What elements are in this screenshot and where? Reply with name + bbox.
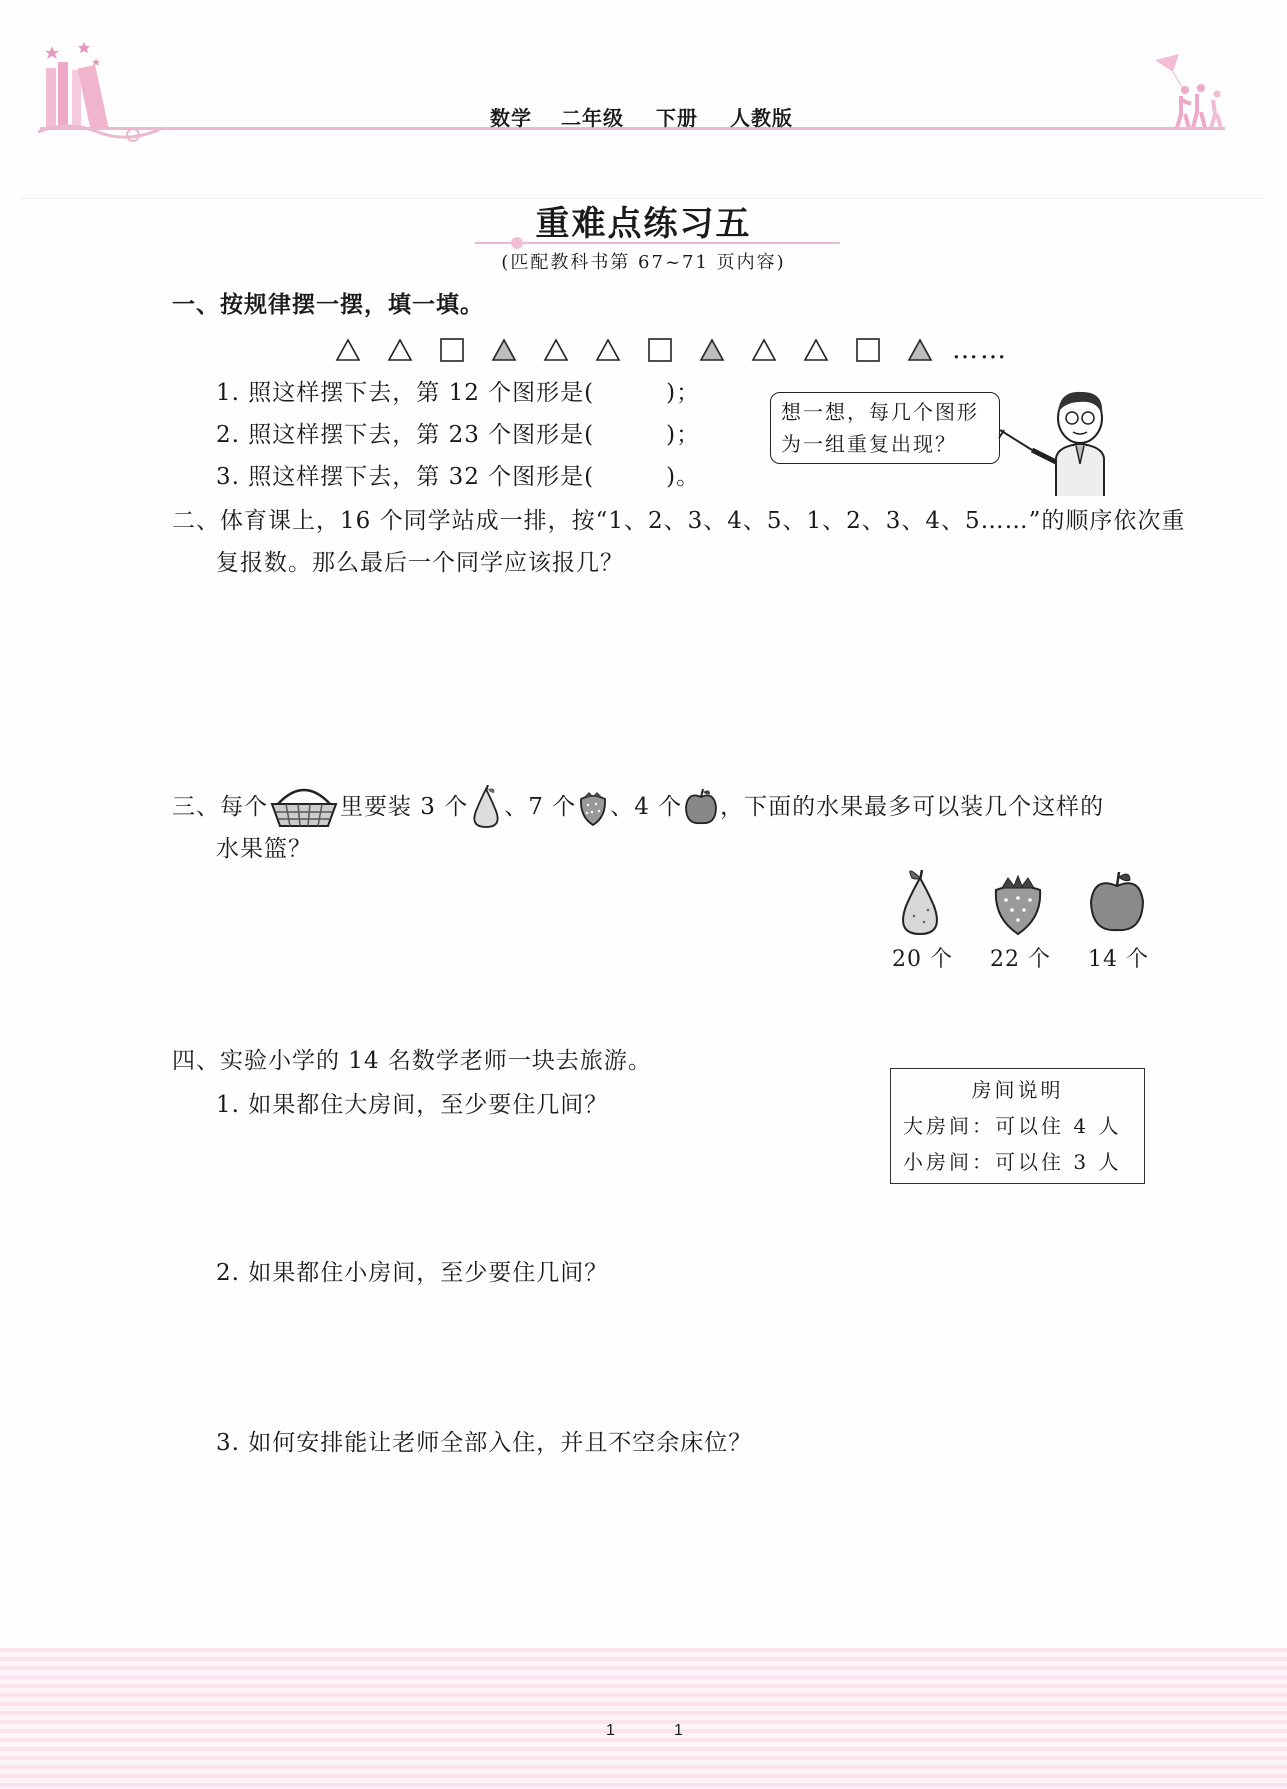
page-number-left: 1: [606, 1722, 615, 1739]
apple-icon: [1086, 868, 1148, 936]
q2-line-1: 二、体育课上，16 个同学站成一排，按“1、2、3、4、5、1、2、3、4、5……”的顺序依次重: [172, 508, 1186, 534]
shaded-triangle-shape-icon: [478, 335, 530, 365]
shaded-triangle-shape-icon: [894, 335, 946, 365]
q3-text-3: 、7 个: [504, 794, 577, 820]
q3-line-2: 水果篮？: [216, 836, 312, 862]
footer-band: [0, 1648, 1287, 1789]
triangle-shape-icon: [790, 335, 842, 365]
triangle-shape-icon: [530, 335, 582, 365]
hint-bubble: [770, 392, 1000, 464]
triangle-shape-icon: [322, 335, 374, 365]
triangle-shape-icon: [374, 335, 426, 365]
q4-heading: 四、实验小学的 14 名数学老师一块去旅游。: [172, 1048, 652, 1074]
q1-item-2: 2. 照这样摆下去，第 23 个图形是( )；: [216, 422, 701, 448]
q1-heading: 一、按规律摆一摆，填一填。: [172, 291, 484, 318]
q4-sub-1: 1. 如果都住大房间，至少要住几间？: [216, 1092, 609, 1118]
square-shape-icon: [634, 335, 686, 365]
triangle-shape-icon: [738, 335, 790, 365]
books-logo-icon: [38, 40, 163, 150]
q3-text-2: 里要装 3 个: [340, 794, 469, 820]
q3-line-1: [172, 784, 1104, 830]
basket-icon: [268, 784, 340, 830]
q4-sub-2: 2. 如果都住小房间，至少要住几间？: [216, 1260, 609, 1286]
q4-sub-3: 3. 如何安排能让老师全部入住，并且不空余床位？: [216, 1430, 753, 1456]
pear-count: 20 个: [892, 947, 953, 972]
square-shape-icon: [426, 335, 478, 365]
q1-item-1: 1. 照这样摆下去，第 12 个图形是( )；: [216, 380, 701, 406]
pear-icon: [892, 866, 948, 938]
header-rule: [40, 127, 1225, 130]
header-edition: 人教版: [730, 106, 793, 130]
header-subject: 数学: [490, 106, 532, 130]
room-info-box: [890, 1068, 1145, 1184]
strawberry-small-icon: [576, 787, 610, 827]
teacher-icon: [998, 388, 1118, 498]
q2-line-2: 复报数。那么最后一个同学应该报几？: [216, 550, 624, 576]
pear-small-icon: [468, 785, 504, 829]
apple-small-icon: [682, 787, 720, 827]
apple-count: 14 个: [1088, 947, 1149, 972]
q3-text-4: 、4 个: [610, 794, 683, 820]
room-info-large: 大房间：可以住 4 人: [903, 1114, 1122, 1138]
page-title: 重难点练习五: [535, 204, 752, 244]
shaded-triangle-shape-icon: [686, 335, 738, 365]
hint-line-1: 想一想，每几个图形: [781, 400, 979, 424]
hint-line-2: 为一组重复出现？: [781, 432, 957, 456]
room-info-title: 房间说明: [971, 1078, 1064, 1102]
strawberry-icon: [990, 872, 1046, 938]
square-shape-icon: [842, 335, 894, 365]
q3-text-1: 三、每个: [172, 794, 268, 820]
kids-kite-icon: [1145, 52, 1235, 132]
triangle-shape-icon: [582, 335, 634, 365]
header-grade: 二年级: [561, 106, 624, 130]
page-number-right: 1: [674, 1722, 683, 1739]
pattern-ellipsis: ……: [952, 335, 1008, 365]
q1-item-3: 3. 照这样摆下去，第 32 个图形是( )。: [216, 464, 701, 490]
page-subtitle: (匹配教科书第 67~71 页内容): [501, 252, 786, 273]
strawberry-count: 22 个: [990, 947, 1051, 972]
room-info-small: 小房间：可以住 3 人: [903, 1150, 1122, 1174]
q3-text-5: ，下面的水果最多可以装几个这样的: [720, 794, 1105, 820]
header-volume: 下册: [656, 106, 698, 130]
shape-pattern: [322, 335, 1008, 365]
